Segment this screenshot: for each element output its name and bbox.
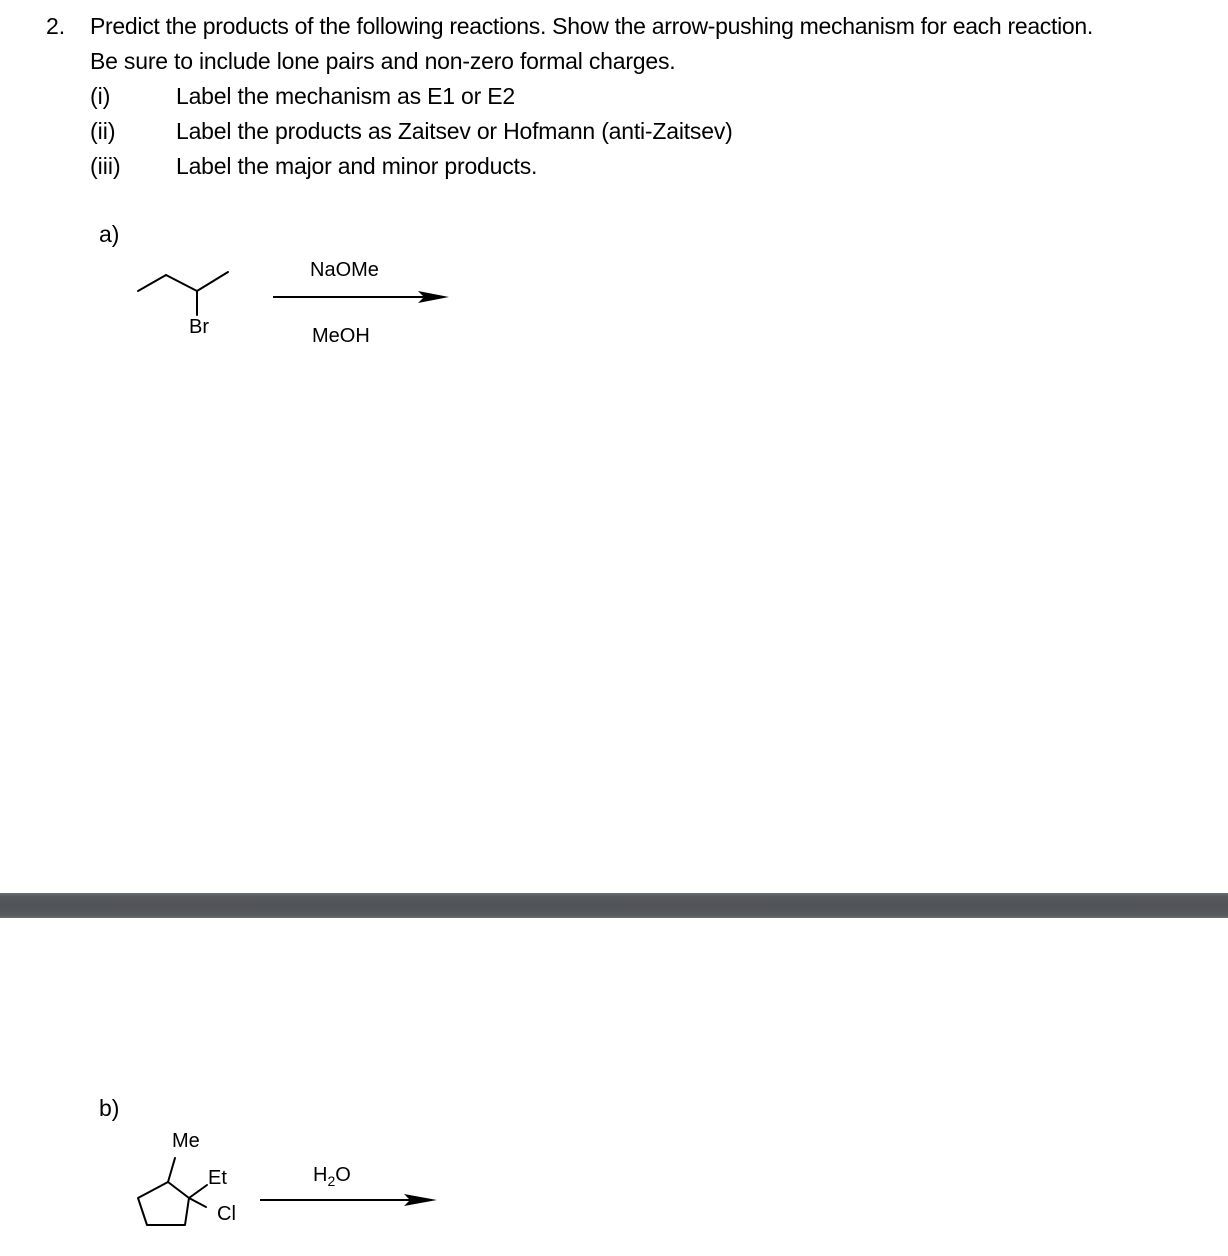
molecule-a-bond-1 xyxy=(138,275,166,291)
reagent-a-above: NaOMe xyxy=(310,259,379,281)
reagent-b-o: O xyxy=(335,1164,351,1186)
part-b-label: b) xyxy=(99,1095,120,1121)
molecule-b-bond-et xyxy=(189,1185,207,1198)
molecule-b-me-label: Me xyxy=(172,1130,200,1152)
reagent-b-water xyxy=(313,1164,351,1189)
molecule-a-bond-2 xyxy=(166,275,197,291)
reaction-b-drawing xyxy=(0,918,1228,1256)
reagent-b-subscript: 2 xyxy=(327,1173,336,1189)
molecule-b-cl-label: Cl xyxy=(217,1203,236,1225)
instruction-3-number: (iii) xyxy=(90,153,121,179)
page-bottom-section xyxy=(0,918,1228,1256)
cyclopentane-ring xyxy=(138,1182,189,1225)
molecule-b-et-label: Et xyxy=(208,1167,227,1189)
question-text-line1: Predict the products of the following reactions. Show the arrow-pushing mechanism for each reaction. xyxy=(90,13,1093,39)
part-a-label: a) xyxy=(99,221,120,247)
instruction-2-number: (ii) xyxy=(90,118,116,144)
instruction-3-text: Label the major and minor products. xyxy=(176,153,538,179)
reagent-a-below: MeOH xyxy=(312,325,370,347)
molecule-a-br-label: Br xyxy=(189,316,209,338)
molecule-b-bond-me xyxy=(168,1158,175,1182)
reagent-b-h: H xyxy=(313,1164,328,1186)
molecule-a-bond-3 xyxy=(197,272,228,291)
page-divider-bar xyxy=(0,893,1228,918)
question-text-line2: Be sure to include lone pairs and non-zero formal charges. xyxy=(90,48,676,74)
instruction-2-text: Label the products as Zaitsev or Hofmann (anti-Zaitsev) xyxy=(176,118,733,144)
question-number: 2. xyxy=(46,13,66,39)
instruction-1-text: Label the mechanism as E1 or E2 xyxy=(176,83,515,109)
instruction-1-number: (i) xyxy=(90,83,111,109)
molecule-b-bond-cl xyxy=(189,1198,206,1207)
